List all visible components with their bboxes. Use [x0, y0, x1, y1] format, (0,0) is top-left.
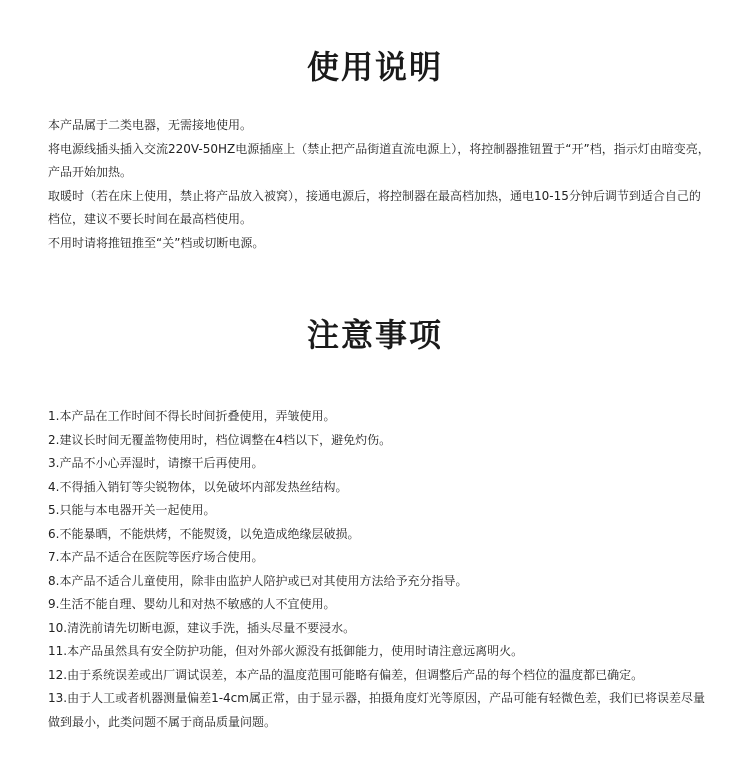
usage-paragraph: 不用时请将推钮推至“关”档或切断电源。 [48, 235, 265, 250]
precaution-item: 4.不得插入销钉等尖锐物体，以免破坏内部发热丝结构。 [48, 479, 348, 494]
precaution-item: 6.不能暴晒，不能烘烤，不能熨烫，以免造成绝缘层破损。 [48, 526, 360, 541]
usage-paragraph: 取暖时（若在床上使用，禁止将产品放入被窝），接通电源后，将控制器在最高档加热，通电10-15分钟后调节到适合自己的档位，建议不要长时间在最高档使用。 [48, 188, 701, 226]
precaution-item: 9.生活不能自理、婴幼儿和对热不敏感的人不宜使用。 [48, 597, 336, 611]
usage-paragraph: 本产品属于二类电器，无需接地使用。 [48, 118, 253, 132]
precaution-item: 1.本产品在工作时间不得长时间折叠使用，弄皱使用。 [48, 409, 336, 423]
precaution-item: 8.本产品不适合儿童使用，除非由监护人陪护或已对其使用方法给予充分指导。 [48, 573, 468, 588]
precaution-item: 13.由于人工或者机器测量偏差1-4cm属正常，由于显示器，拍摄角度灯光等原因，产品可能有轻微色差，我们已将误差尽量做到最小，此类问题不属于商品质量问题。 [48, 691, 705, 729]
precaution-item: 11.本产品虽然具有安全防护功能，但对外部火源没有抵御能力，使用时请注意远离明火。 [48, 644, 524, 658]
precaution-item: 10.清洗前请先切断电源，建议手洗，插头尽量不要浸水。 [48, 620, 356, 635]
precaution-item: 7.本产品不适合在医院等医疗场合使用。 [48, 550, 264, 564]
precautions-list [48, 405, 712, 734]
precautions-title: 注意事项 [306, 316, 443, 354]
precaution-item: 12.由于系统误差或出厂调试误差，本产品的温度范围可能略有偏差，但调整后产品的每个档位的温度都已确定。 [48, 667, 644, 682]
usage-paragraph: 将电源线插头插入交流220V-50HZ电源插座上（禁止把产品街道直流电源上），将控制器推钮置于“开”档，指示灯由暗变亮，产品开始加热。 [48, 141, 710, 179]
usage-instructions-section [48, 114, 712, 255]
precaution-item: 2.建议长时间无覆盖物使用时，档位调整在4档以下，避免灼伤。 [48, 432, 392, 447]
precaution-item: 5.只能与本电器开关一起使用。 [48, 503, 216, 517]
usage-instructions-title: 使用说明 [306, 48, 443, 86]
precaution-item: 3.产品不小心弄湿时，请擦干后再使用。 [48, 456, 264, 470]
